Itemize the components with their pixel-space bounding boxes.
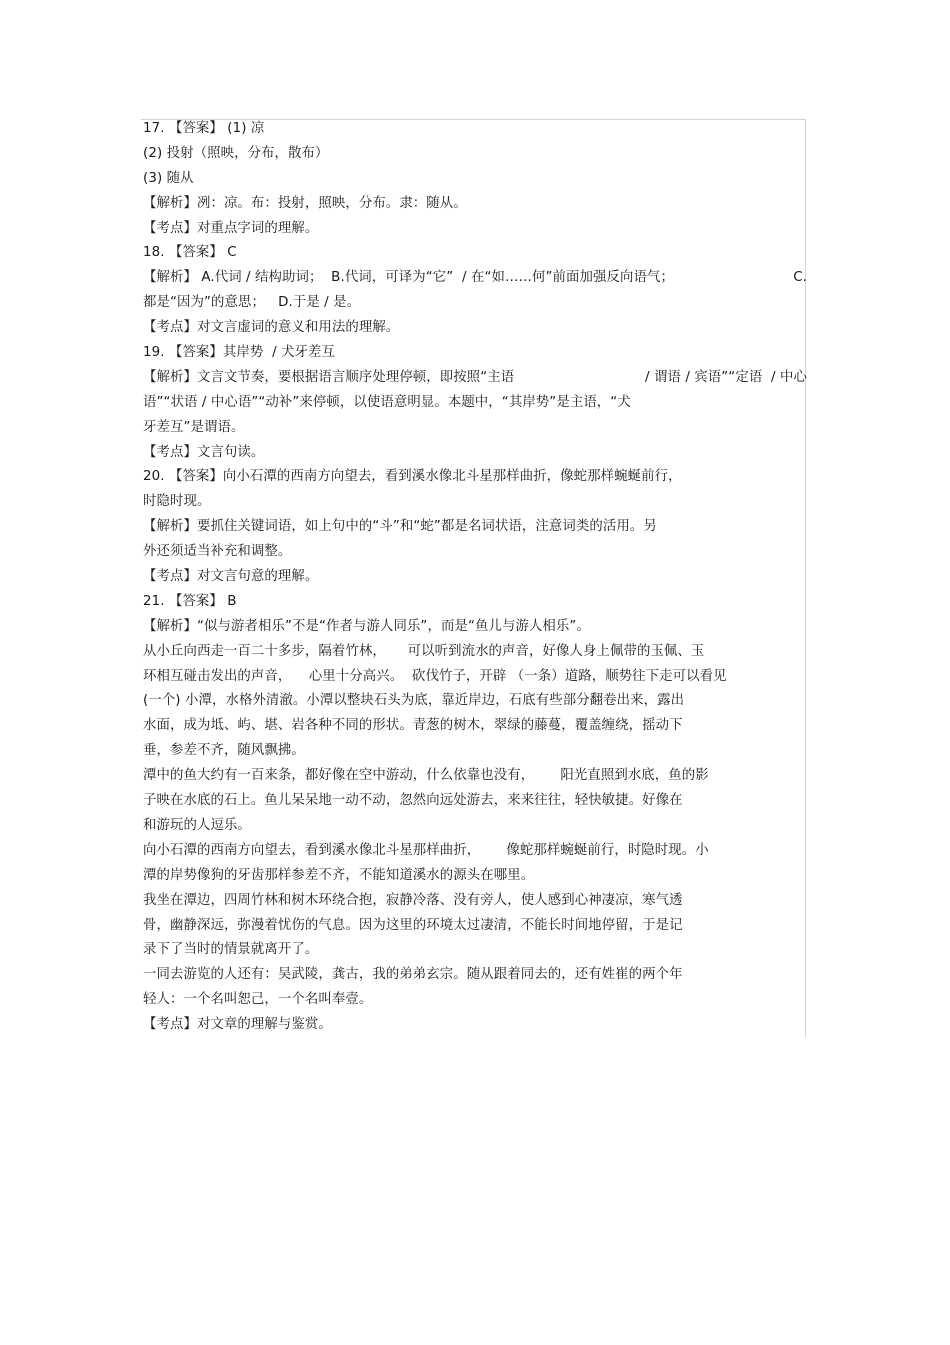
text-line-segment: / 谓语 / 宾语”“定语 / 中心 — [645, 369, 807, 385]
text-line — [143, 266, 807, 291]
text-line: 环相互碰击发出的声音， 心里十分高兴。 砍伐竹子，开辟 （一条）道路，顺势往下走可以看见 — [143, 668, 727, 684]
text-line: (一个) 小潭，水格外清澈。小潭以整块石头为底，靠近岸边，石底有些部分翻卷出来，露出 — [143, 693, 685, 709]
text-line: 和游玩的人逗乐。 — [143, 817, 251, 833]
text-line-segment: C. — [793, 270, 807, 286]
text-line: 【考点】对重点字词的理解。 — [143, 220, 319, 236]
text-line: 牙差互”是谓语。 — [143, 419, 245, 435]
text-line: 潭的岸势像狗的牙齿那样参差不齐，不能知道溪水的源头在哪里。 — [143, 867, 535, 883]
text-line: 垂，参差不齐，随风飘拂。 — [143, 743, 305, 759]
text-line: 都是“因为”的意思； D.于是 / 是。 — [143, 295, 361, 311]
text-line-segment: 【解析】 A.代词 / 结构助词； B.代词，可译为“它” / 在“如……何”前面加强反向语气； — [143, 270, 674, 286]
text-line: 【解析】要抓住关键词语，如上句中的“斗”和“蛇”都是名词状语，注意词类的活用。另 — [143, 519, 657, 535]
text-line: 向小石潭的西南方向望去，看到溪水像北斗星那样曲折， 像蛇那样蜿蜒前行，时隐时现。小 — [143, 842, 709, 858]
text-line: 潭中的鱼大约有一百来条，都好像在空中游动，什么依靠也没有， 阳光直照到水底，鱼的影 — [143, 768, 709, 784]
text-line: (2) 投射（照映，分布，散布） — [143, 145, 329, 161]
text-line: 19. 【答案】其岸势 / 犬牙差互 — [143, 345, 336, 361]
text-line-segment: 【解析】文言文节奏，要根据语言顺序处理停顿，即按照“主语 — [143, 369, 515, 385]
text-line: 时隐时现。 — [143, 494, 211, 510]
text-line: 17. 【答案】 (1) 凉 — [143, 121, 265, 136]
text-line — [143, 366, 807, 391]
text-line: 18. 【答案】 C — [143, 245, 237, 261]
text-line: 子映在水底的石上。鱼儿呆呆地一动不动，忽然向远处游去，来来往往，轻快敏捷。好像在 — [143, 793, 683, 809]
text-line: 【解析】冽：凉。布：投射，照映，分布。隶：随从。 — [143, 195, 467, 211]
text-line: 外还须适当补充和调整。 — [143, 544, 292, 560]
text-line: (3) 随从 — [143, 170, 194, 186]
text-line: 一同去游览的人还有：吴武陵，龚古，我的弟弟玄宗。随从跟着同去的，还有姓崔的两个年 — [143, 967, 683, 983]
text-line: 水面，成为坻、屿、堪、岩各种不同的形状。青葱的树木，翠绿的藤蔓，覆盖缠绕，摇动下 — [143, 718, 683, 734]
text-line: 【考点】文言句读。 — [143, 444, 265, 460]
answer-text-block — [143, 117, 807, 1038]
text-line: 【考点】对文言虚词的意义和用法的理解。 — [143, 320, 400, 336]
text-line: 轻人：一个名叫恕己，一个名叫奉壹。 — [143, 992, 373, 1008]
text-line: 【考点】对文言句意的理解。 — [143, 569, 319, 585]
text-line: 骨，幽静深远，弥漫着忧伤的气息。因为这里的环境太过凄清，不能长时间地停留，于是记 — [143, 917, 683, 933]
text-line: 20. 【答案】向小石潭的西南方向望去，看到溪水像北斗星那样曲折，像蛇那样蜿蜒前行， — [143, 469, 682, 485]
text-line: 从小丘向西走一百二十多步，隔着竹林， 可以听到流水的声音，好像人身上佩带的玉佩、玉 — [143, 643, 705, 659]
text-line: 21. 【答案】 B — [143, 593, 237, 609]
text-line: 我坐在潭边，四周竹林和树木环绕合抱，寂静冷落、没有旁人，使人感到心神凄凉，寒气透 — [143, 892, 683, 908]
text-line: 录下了当时的情景就离开了。 — [143, 942, 319, 958]
text-line: 【考点】对文章的理解与鉴赏。 — [143, 1017, 332, 1033]
text-line: 【解析】“似与游者相乐”不是“作者与游人同乐”，而是“鱼儿与游人相乐”。 — [143, 618, 590, 634]
text-line: 语”“状语 / 中心语”“动补”来停顿，以使语意明显。本题中，“其岸势”是主语，“犬 — [143, 394, 631, 410]
